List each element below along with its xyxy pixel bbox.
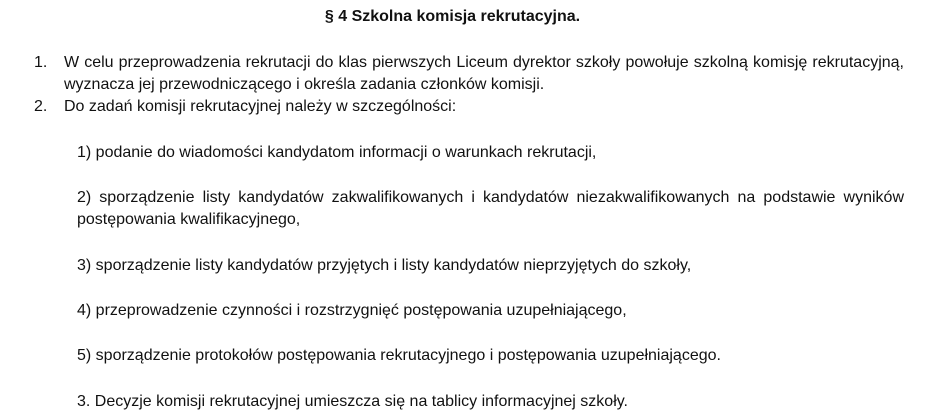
subitem: 1) podanie do wiadomości kandydatom informacji o warunkach rekrutacji, [77, 144, 597, 161]
item-text: Do zadań komisji rekrutacyjnej należy w szczególności: [64, 98, 457, 115]
subitem: 4) przeprowadzenie czynności i rozstrzygnięć postępowania uzupełniającego, [77, 302, 627, 319]
subitem: 5) sporządzenie protokołów postępowania rekrutacyjnego i postępowania uzupełniającego. [77, 347, 721, 364]
item-number: 2. [34, 98, 48, 115]
subitem: 2) sporządzenie listy kandydatów zakwalifikowanych i kandydatów niezakwalifikowanych na podstawie wyników postępowania kwalifikacyjnego, [77, 189, 904, 228]
section-title: § 4 Szkolna komisja rekrutacyjna. [324, 8, 581, 25]
subitem: 3) sporządzenie listy kandydatów przyjętych i listy kandydatów nieprzyjętych do szkoły, [77, 257, 692, 274]
subitem: 3. Decyzje komisji rekrutacyjnej umieszcza się na tablicy informacyjnej szkoły. [77, 393, 628, 410]
item-text: W celu przeprowadzenia rekrutacji do klas pierwszych Liceum dyrektor szkoły powołuje szkolną komisję rekrutacyjną, wyznacza jej przewodniczącego i określa zadania członków komisji. [64, 54, 904, 93]
item-number: 1. [34, 54, 48, 71]
